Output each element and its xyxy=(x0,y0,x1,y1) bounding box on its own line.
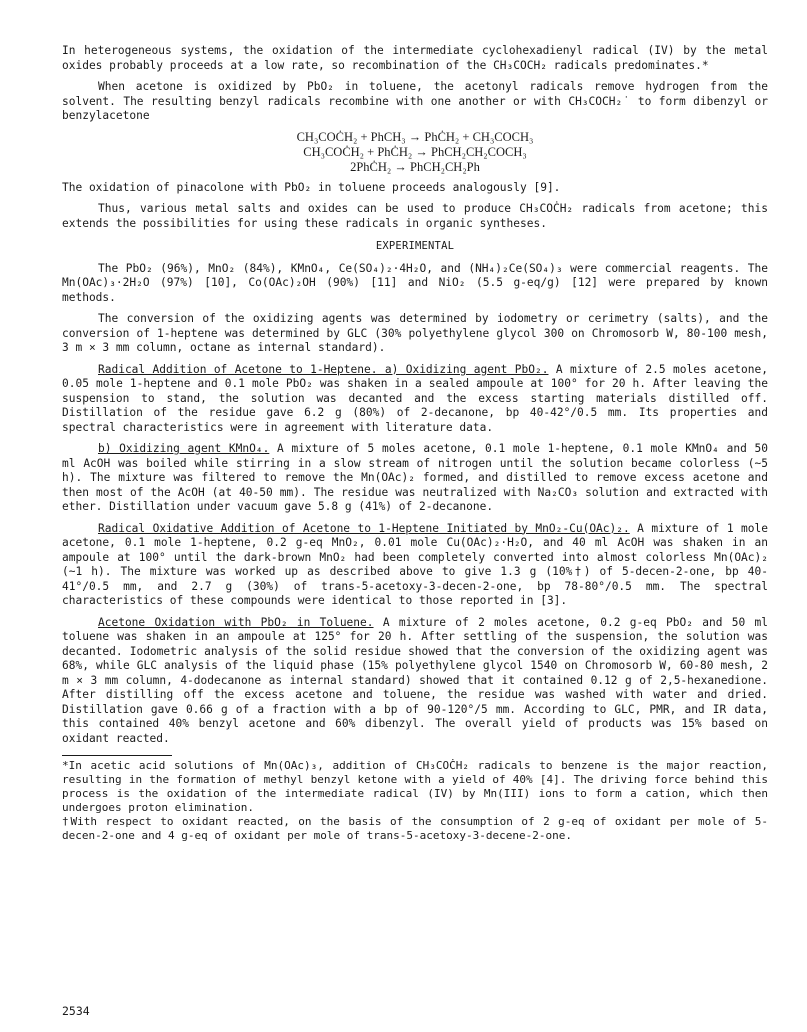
subsection-body: A mixture of 2.5 moles acetone, 0.05 mole 1-heptene and 0.1 mole PbO₂ was shaken in a sealed ampoule at 100° for 20 h. After leaving the suspension to stand, the solution was decanted and the excess starting materials distilled off. Distillation of the residue gave 6.2 g (80%) of 2-decanone, bp 40-42°/0.5 mm. Its properties and spectral characteristics were in agreement with literature data. xyxy=(62,362,768,434)
footnote-dagger: †With respect to oxidant reacted, on the basis of the consumption of 2 g-eq of oxidant per mole of 5-decen-2-one and 4 g-eq of oxidant per mole of trans-5-acetoxy-3-decene-2-one. xyxy=(62,815,768,842)
section-heading-experimental: EXPERIMENTAL xyxy=(375,240,455,252)
subsection-body: A mixture of 5 moles acetone, 0.1 mole 1-heptene, 0.1 mole KMnO₄ and 50 ml AcOH was boiled while stirring in a slow stream of nitrogen until the solution became colorless (~5 h). The mixture was filtered to remove the Mn(OAc)₂ formed, and distilled to remove excess acetone and then most of the AcOH (at 40-50 mm). The residue was neutralized with Na₂CO₃ solution and extracted with ether. Distillation under vacuum gave 5.8 g (41%) of 2-decanone. xyxy=(62,442,768,513)
equation-3: 2PhĊH₂ → PhCH₂CH₂Ph xyxy=(350,159,480,174)
paragraph-radical-addition-pbo2 xyxy=(62,363,768,436)
paragraph-pbo2-toluene: When acetone is oxidized by PbO₂ in toluene, the acetonyl radicals remove hydrogen from the solvent. The resulting benzyl radicals recombine with one another or with CH₃COCH₂˙ to form dibenzyl or benzylacetone xyxy=(62,80,768,122)
page-body xyxy=(62,44,768,843)
subsection-title: Acetone Oxidation with PbO₂ in Toluene. xyxy=(98,615,374,629)
subsection-title: Radical Addition of Acetone to 1-Heptene. a) Oxidizing agent PbO₂. xyxy=(98,362,549,376)
paragraph-oxidative-addition-mno2 xyxy=(62,522,768,609)
paragraph-pinacolone: The oxidation of pinacolone with PbO₂ in toluene proceeds analogously [9]. xyxy=(62,180,561,194)
page-number: 2534 xyxy=(62,1004,90,1018)
paragraph-heterogeneous: In heterogeneous systems, the oxidation of the intermediate cyclohexadienyl radical (IV) by the metal oxides probably proceeds at a low rate, so recombination of the CH₃COCH₂ radicals predominates.* xyxy=(62,44,768,72)
subsection-title: Radical Oxidative Addition of Acetone to 1-Heptene Initiated by MnO₂-Cu(OAc)₂. xyxy=(98,521,630,535)
paragraph-reagents: The PbO₂ (96%), MnO₂ (84%), KMnO₄, Ce(SO₄)₂·4H₂O, and (NH₄)₂Ce(SO₄)₃ were commercial reagents. The Mn(OAc)₃·2H₂O (97%) [10], Co(OAc)₂OH (90%) [11] and NiO₂ (5.5 g-eq/g) [12] were prepared by known methods. xyxy=(62,261,768,304)
equation-1: CH₃COĊH₂ + PhCH₃ → PhĊH₂ + CH₃COCH₃ xyxy=(296,129,534,144)
subsection-body: A mixture of 2 moles acetone, 0.2 g-eq PbO₂ and 50 ml toluene was shaken in an ampoule at 125° for 20 h. After settling of the suspension, the solution was decanted. Iodometric analysis of the solid residue showed that the conversion of the oxidizing agent was 68%, while GLC analysis of the liquid phase (15% polyethylene glycol 1540 on Chromosorb W, 60-80 mesh, 2 m × 3 mm column, 4-dodecanone as internal standard) showed that it contained 0.12 g of 2,5-hexanedione. After distilling off the excess acetone and toluene, the residue was washed with water and dried. Distillation gave 0.66 g of a fraction with a bp of 90-120°/5 mm. According to GLC, PMR, and IR data, this contained 40% benzyl acetone and 60% dibenzyl. The overall yield of products was 15% based on oxidant reacted. xyxy=(62,615,769,745)
paragraph-conclusion: Thus, various metal salts and oxides can be used to produce CH₃COĊH₂ radicals from acetone; this extends the possibilities for using these radicals in organic syntheses. xyxy=(62,202,768,230)
subsection-body: A mixture of 1 mole acetone, 0.1 mole 1-heptene, 0.2 g-eq MnO₂, 0.01 mole Cu(OAc)₂·H₂O, and 40 ml AcOH was shaken in an ampoule at 100° until the dark-brown MnO₂ had been completely converted into almost colorless Mn(OAc)₂ (~1 h). The mixture was worked up as described above to give 1.3 g (10%†) of 5-decen-2-one, bp 40-41°/0.5 mm, and 2.7 g (30%) of trans-5-acetoxy-3-decen-2-one, bp 78-80°/0.5 mm. The spectral characteristics of these compounds were identical to those reported in [3]. xyxy=(62,521,768,607)
paragraph-radical-addition-kmno4 xyxy=(62,442,768,515)
paragraph-acetone-oxidation-toluene xyxy=(62,616,768,747)
paragraph-conversion: The conversion of the oxidizing agents was determined by iodometry or cerimetry (salts), and the conversion of 1-heptene was determined by GLC (30% polyethylene glycol 300 on Chromosorb W, 80-100 mesh, 3 m × 3 mm column, octane as internal standard). xyxy=(62,312,768,354)
equation-2: CH₃COĊH₂ + PhĊH₂ → PhCH₂CH₂COCH₃ xyxy=(303,144,527,159)
subsection-title: b) Oxidizing agent KMnO₄. xyxy=(98,442,270,455)
footnote-divider xyxy=(62,755,172,756)
footnote-asterisk: *In acetic acid solutions of Mn(OAc)₃, addition of CH₃COĊH₂ radicals to benzene is the major reaction, resulting in the formation of methyl benzyl ketone with a yield of 40% [4]. The driving force behind this process is the oxidation of the intermediate radical (IV) by Mn(III) ions to form a cation, which then undergoes proton elimination. xyxy=(62,759,768,814)
equation-block xyxy=(62,130,768,175)
